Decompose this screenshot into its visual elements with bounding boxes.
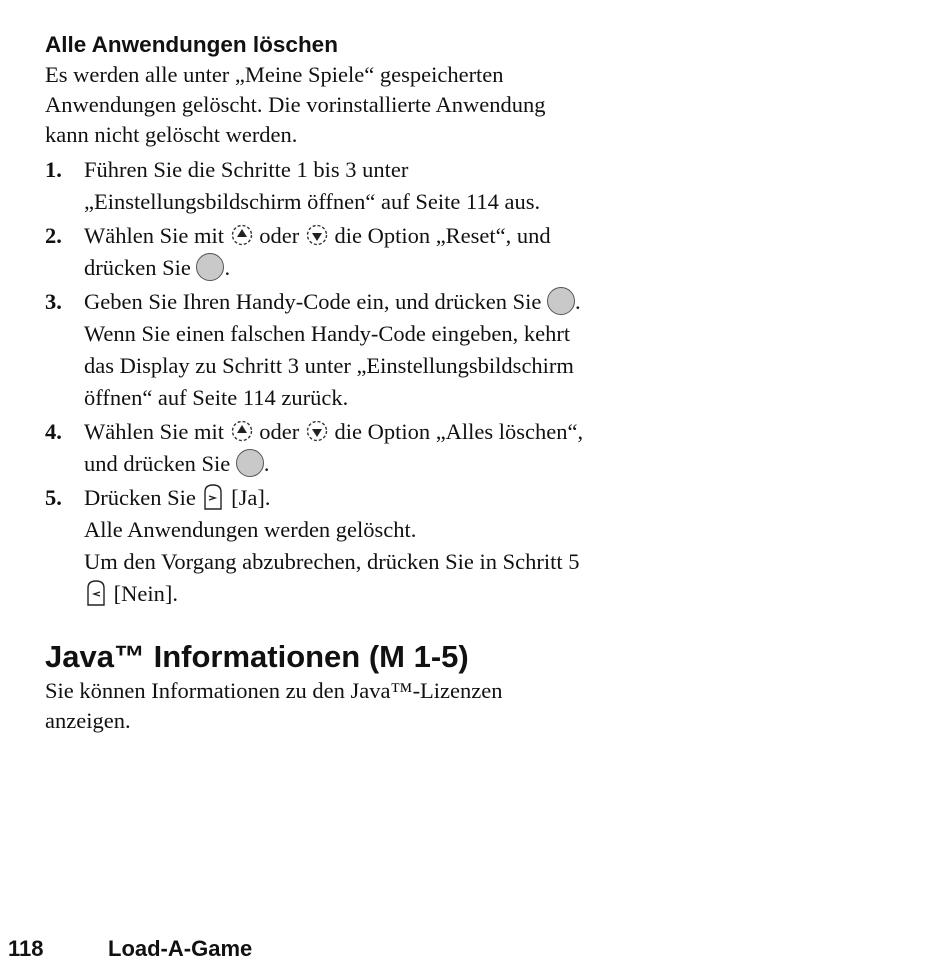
step-text: öffnen“ auf Seite 114 zurück. xyxy=(84,385,349,410)
java-paragraph xyxy=(45,676,685,736)
step-text: Drücken Sie xyxy=(84,485,196,510)
page-number: 118 xyxy=(8,936,44,961)
step-text: und drücken Sie xyxy=(84,451,231,476)
step-2 xyxy=(45,220,685,284)
step-line xyxy=(84,578,685,610)
step-number: 5. xyxy=(45,485,62,510)
step-text: die Option „Alles löschen“, xyxy=(334,419,584,444)
step-line xyxy=(84,416,685,448)
step-text: die Option „Reset“, und xyxy=(334,223,551,248)
center-select-key-icon xyxy=(236,449,264,477)
step-line xyxy=(84,252,685,284)
steps-list xyxy=(45,154,685,610)
step-text: Geben Sie Ihren Handy-Code ein, und drücken Sie xyxy=(84,289,542,314)
intro-paragraph xyxy=(45,60,685,150)
step-text: Wählen Sie mit xyxy=(84,419,224,444)
step-line xyxy=(84,448,685,480)
step-4 xyxy=(45,416,685,480)
center-select-key-icon xyxy=(196,253,224,281)
step-text: „Einstellungsbildschirm öffnen“ auf Seite 114 aus. xyxy=(84,189,541,214)
java-text-line: Sie können Informationen zu den Java™-Lizenzen xyxy=(45,678,503,703)
nav-down-key-icon xyxy=(305,223,329,247)
step-text: oder xyxy=(259,223,300,248)
step-text: Führen Sie die Schritte 1 bis 3 unter xyxy=(84,157,409,182)
step-text: drücken Sie xyxy=(84,255,191,280)
step-text: oder xyxy=(259,419,300,444)
java-heading: Java™ Informationen (M 1-5) xyxy=(45,639,469,674)
manual-page xyxy=(45,30,685,736)
step-text: das Display zu Schritt 3 unter „Einstellungsbildschirm xyxy=(84,353,574,378)
step-number: 3. xyxy=(45,289,62,314)
step-3 xyxy=(45,286,685,414)
step-number: 1. xyxy=(45,157,62,182)
step-text: Alle Anwendungen werden gelöscht. xyxy=(84,517,417,542)
step-number: 2. xyxy=(45,223,62,248)
intro-line: Anwendungen gelöscht. Die vorinstallierte Anwendung xyxy=(45,92,546,117)
nav-up-key-icon xyxy=(230,223,254,247)
nav-up-key-icon xyxy=(230,419,254,443)
step-text: . xyxy=(575,289,581,314)
intro-line: kann nicht gelöscht werden. xyxy=(45,122,298,147)
intro-line: Es werden alle unter „Meine Spiele“ gespeicherten xyxy=(45,62,504,87)
step-line xyxy=(84,220,685,252)
step-line xyxy=(84,482,685,514)
step-text: [Nein]. xyxy=(113,581,178,606)
step-5 xyxy=(45,482,685,610)
step-1 xyxy=(45,154,685,218)
step-line xyxy=(84,286,685,318)
step-text: [Ja]. xyxy=(231,485,271,510)
step-text: Um den Vorgang abzubrechen, drücken Sie in Schritt 5 xyxy=(84,549,580,574)
left-soft-key-icon xyxy=(84,579,108,607)
page-footer xyxy=(8,935,252,963)
section-heading: Alle Anwendungen löschen xyxy=(45,32,338,57)
step-text: Wenn Sie einen falschen Handy-Code eingeben, kehrt xyxy=(84,321,571,346)
step-text: . xyxy=(263,451,270,476)
java-text-line: anzeigen. xyxy=(45,708,131,733)
nav-down-key-icon xyxy=(305,419,329,443)
step-number: 4. xyxy=(45,419,62,444)
center-select-key-icon xyxy=(547,287,575,315)
step-text: . xyxy=(224,255,231,280)
right-soft-key-icon xyxy=(201,483,225,511)
step-text: Wählen Sie mit xyxy=(84,223,224,248)
chapter-title: Load-A-Game xyxy=(108,936,253,961)
